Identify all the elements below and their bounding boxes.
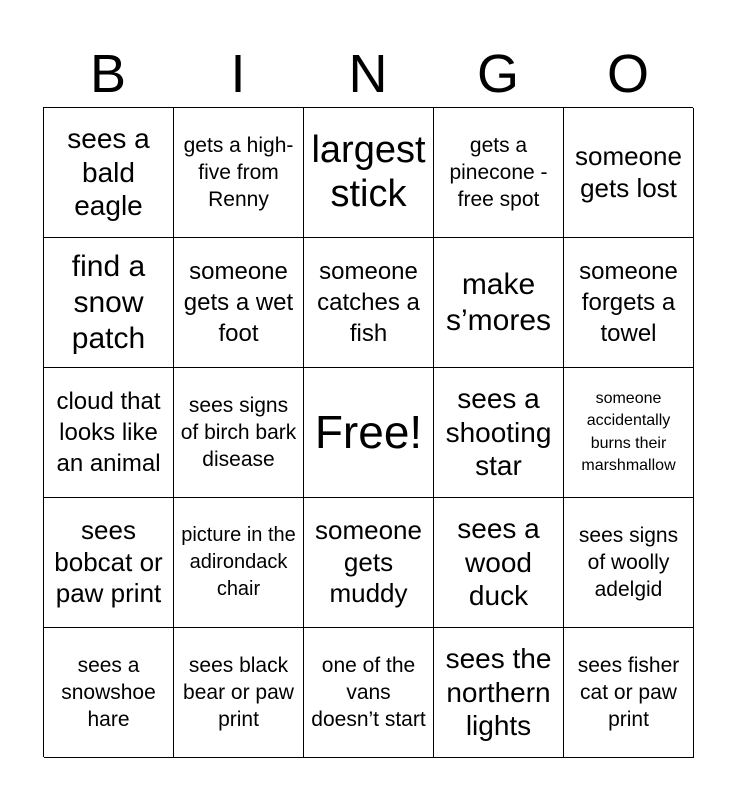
bingo-cell[interactable]: someone gets lost — [564, 108, 694, 238]
bingo-cell[interactable]: someone forgets a towel — [564, 238, 694, 368]
bingo-cell[interactable]: largest stick — [304, 108, 434, 238]
bingo-cell[interactable]: find a snow patch — [44, 238, 174, 368]
bingo-cell[interactable]: picture in the adirondack chair — [174, 498, 304, 628]
bingo-cell[interactable]: sees a wood duck — [434, 498, 564, 628]
header-letter-n: N — [348, 44, 388, 104]
header-letter-o: O — [606, 44, 649, 104]
bingo-cell[interactable]: sees a snowshoe hare — [44, 628, 174, 758]
bingo-cell[interactable]: gets a high-five from Renny — [174, 108, 304, 238]
bingo-board — [43, 107, 693, 757]
bingo-cell[interactable]: sees bobcat or paw print — [44, 498, 174, 628]
bingo-cell[interactable]: make s’mores — [434, 238, 564, 368]
bingo-cell[interactable]: someone accidentally burns their marshmallow — [564, 368, 694, 498]
bingo-cell[interactable]: someone gets a wet foot — [174, 238, 304, 368]
bingo-cell[interactable]: cloud that looks like an animal — [44, 368, 174, 498]
header-letter-g: G — [476, 44, 519, 104]
bingo-cell[interactable]: sees fisher cat or paw print — [564, 628, 694, 758]
bingo-header — [43, 42, 693, 106]
bingo-cell[interactable]: sees black bear or paw print — [174, 628, 304, 758]
bingo-cell[interactable]: sees signs of woolly adelgid — [564, 498, 694, 628]
header-letter-i: I — [230, 44, 246, 104]
header-letter-b: B — [89, 44, 127, 104]
bingo-cell[interactable]: one of the vans doesn’t start — [304, 628, 434, 758]
bingo-cell[interactable]: someone catches a fish — [304, 238, 434, 368]
bingo-cell[interactable]: gets a pinecone - free spot — [434, 108, 564, 238]
bingo-cell[interactable]: sees the northern lights — [434, 628, 564, 758]
free-space-cell[interactable]: Free! — [304, 368, 434, 498]
bingo-cell[interactable]: sees a bald eagle — [44, 108, 174, 238]
bingo-cell[interactable]: someone gets muddy — [304, 498, 434, 628]
bingo-cell[interactable]: sees signs of birch bark disease — [174, 368, 304, 498]
bingo-cell[interactable]: sees a shooting star — [434, 368, 564, 498]
